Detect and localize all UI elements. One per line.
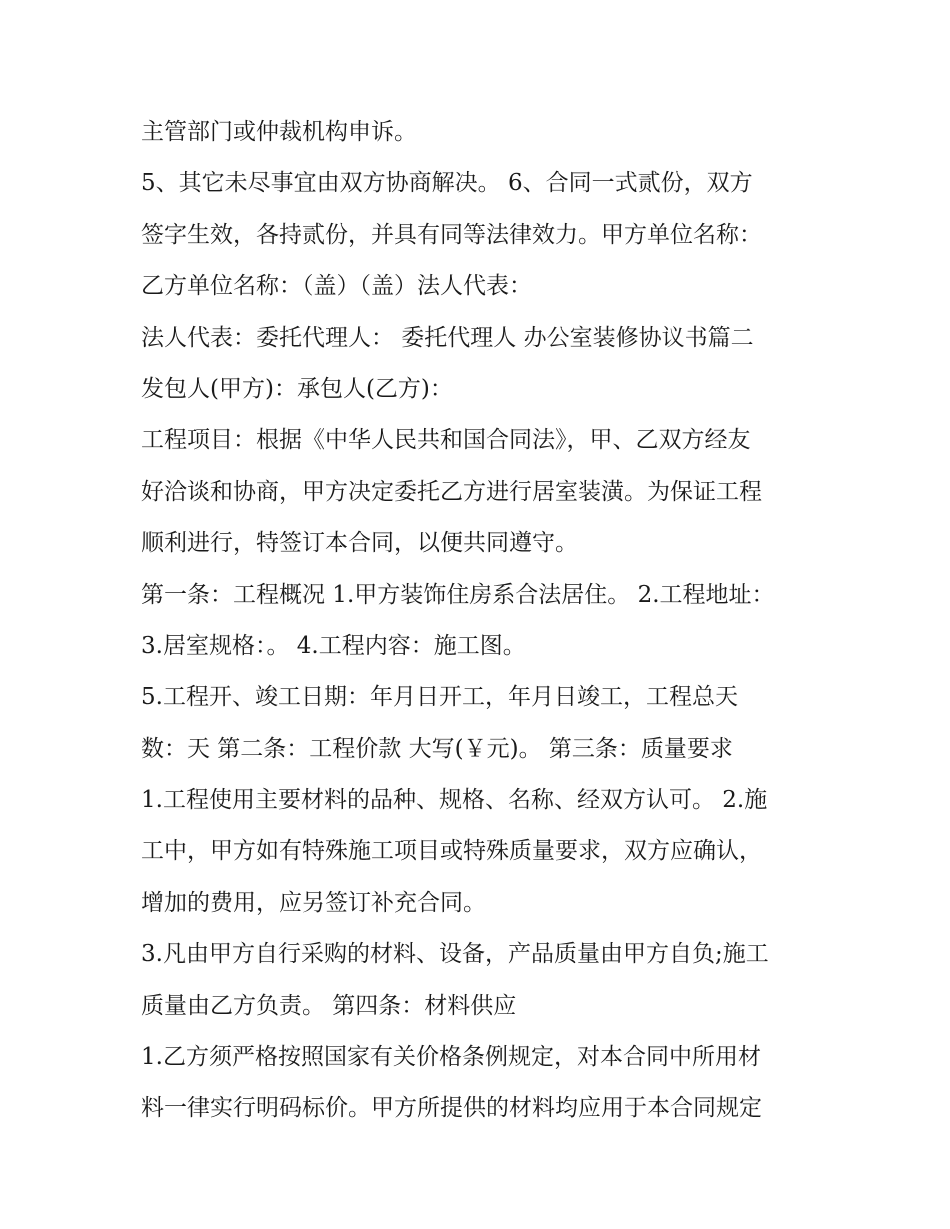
text-line: 5.工程开、竣工日期：年月日开工，年月日竣工，工程总天 [141, 684, 738, 711]
text-line: 3.居室规格：。 4.工程内容：施工图。 [141, 632, 526, 659]
text-line: 5、其它未尽事宜由双方协商解决。 6、合同一式贰份，双方 [141, 170, 753, 197]
text-line: 签字生效，各持贰份，并具有同等法律效力。甲方单位名称： [141, 221, 762, 248]
text-line: 主管部门或仲裁机构申诉。 [141, 119, 417, 145]
text-line: 发包人(甲方)：承包人(乙方)： [141, 375, 453, 402]
text-line: 1.工程使用主要材料的品种、规格、名称、经双方认可。 2.施 [141, 787, 768, 814]
text-line: 第一条：工程概况 1.甲方装饰住房系合法居住。 2.工程地址： [141, 581, 775, 608]
text-line: 法人代表：委托代理人： 委托代理人 办公室装修协议书篇二 [141, 324, 754, 351]
text-line: 3.凡由甲方自行采购的材料、设备，产品质量由甲方自负;施工 [141, 941, 769, 968]
text-line: 增加的费用，应另签订补充合同。 [141, 889, 486, 916]
text-line: 数：天 第二条：工程价款 大写(￥元)。 第三条：质量要求 [141, 735, 733, 762]
document-body [141, 107, 821, 1135]
text-line: 好洽谈和协商，甲方决定委托乙方进行居室装潢。为保证工程 [141, 478, 762, 505]
text-line: 1.乙方须严格按照国家有关价格条例规定，对本合同中所用材 [141, 1044, 761, 1071]
text-line: 质量由乙方负责。 第四条：材料供应 [141, 992, 517, 1019]
text-line: 工中，甲方如有特殊施工项目或特殊质量要求，双方应确认， [141, 838, 762, 865]
text-line: 顺利进行，特签订本合同，以便共同遵守。 [141, 530, 578, 557]
text-line: 乙方单位名称：（盖）（盖）法人代表： [141, 273, 532, 300]
text-line: 工程项目：根据《中华人民共和国合同法》，甲、乙双方经友 [141, 427, 751, 454]
text-line: 料一律实行明码标价。甲方所提供的材料均应用于本合同规定 [141, 1095, 762, 1122]
